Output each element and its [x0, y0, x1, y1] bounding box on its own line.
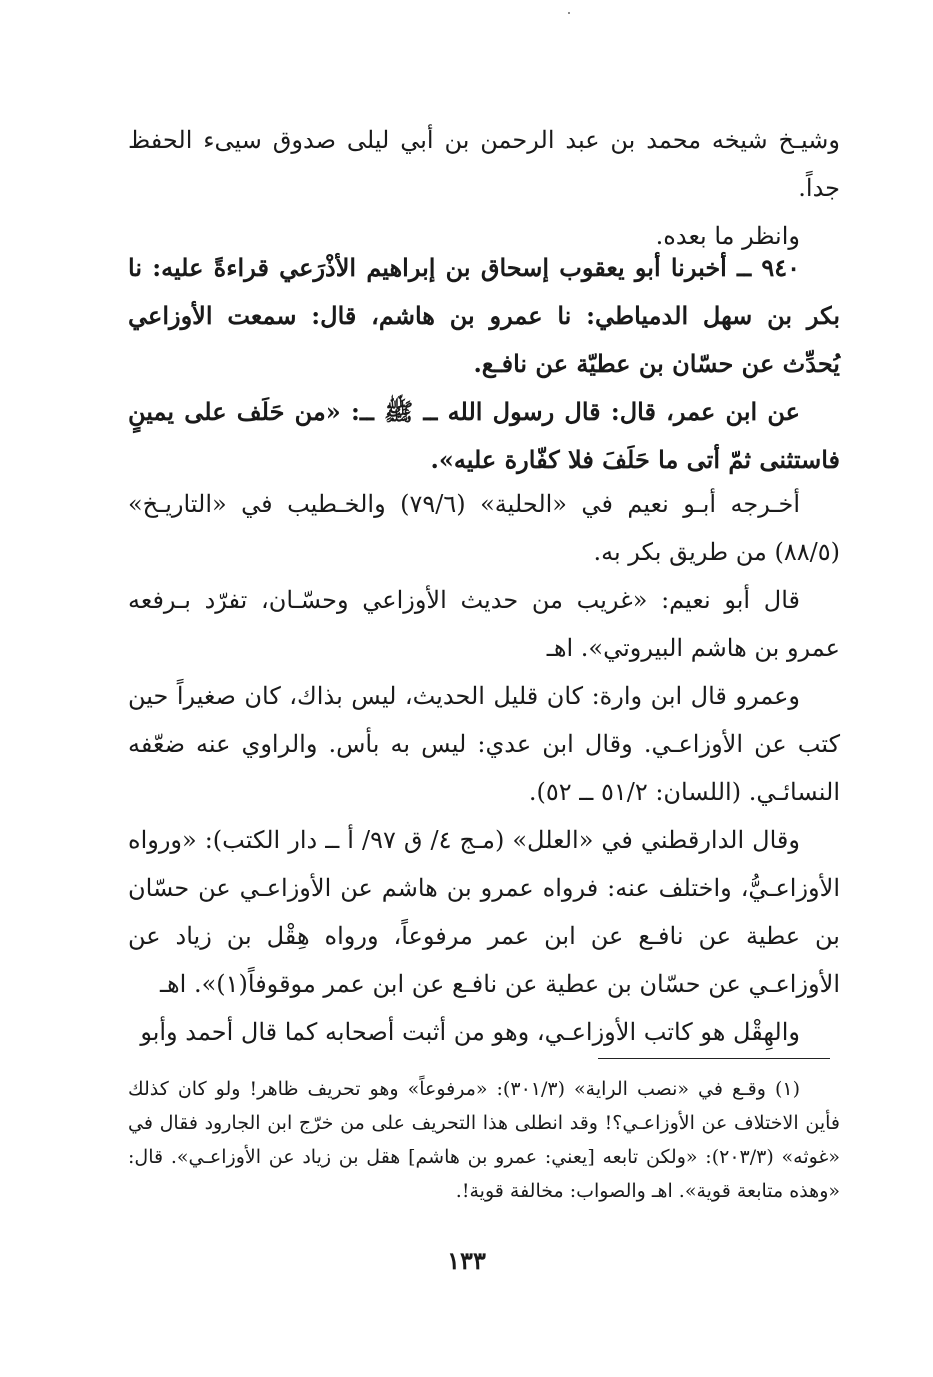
page-number: ١٣٣: [447, 1246, 486, 1275]
commentary: [128, 480, 840, 1056]
main-text: [128, 116, 840, 260]
paragraph-see-next: وانظر ما بعده.: [655, 222, 800, 250]
paragraph-matn: عن ابن عمر، قال: قال رسول الله ــ ﷺ ــ: «من حَلَف على يمينٍ فاستثنى ثمّ أتى ما حَلَفَ فلا كفّارة عليه».: [128, 397, 840, 474]
paragraph-hiql: والهِقْل هو كاتب الأوزاعـي، وهو من أثبت أصحابه كما قال أحمد وأبو: [140, 1018, 800, 1046]
footnote-separator: [598, 1058, 830, 1059]
hadith-940-matn: [128, 388, 840, 484]
footnote-1: (١) وقـع في «نصب الراية» (٣٠١/٣): «مرفوعاً» وهو تحريف ظاهر! ولو كان كذلك فأين الاختلاف عن الأوزاعـي؟! وقد انطلى هذا التحريف على من خرّج ابن الجارود فقال في «غوثه» (٢٠٣/٣): «ولكن تابعه [يعني: عمرو بن هاشم] هقل بن زياد عن الأوزاعـي». قال: «وهذه متابعة قوية». اهـ والصواب: مخالفة قوية!.: [128, 1078, 840, 1202]
footnotes: [128, 1072, 840, 1208]
hadith-940-isnad: [128, 244, 840, 388]
paragraph-amr: وعمرو قال ابن وارة: كان قليل الحديث، ليس بذاك، كان صغيراً حين كتب عن الأوزاعـي. وقال ابن عدي: ليس به بأس. والراوي عنه ضعّفه النسائـي. (اللسان: ٥١/٢ ــ ٥٢).: [128, 682, 840, 806]
scan-dot: [568, 12, 570, 14]
paragraph-abu-nuaym: قال أبو نعيم: «غريب من حديث الأوزاعي وحسّـان، تفرّد بـرفعه عمرو بن هاشم البيروتي». اهـ: [128, 586, 840, 662]
paragraph-isnad: ٩٤٠ ــ أخبرنا أبو يعقوب إسحاق بن إبراهيم الأذْرَعي قراءةً عليه: نا بكر بن سهل الدمياطي: نا عمرو بن هاشم، قال: سمعت الأوزاعي يُحدِّث عن حسّان بن عطيّة عن نافـع.: [128, 253, 840, 378]
paragraph-continuation: وشيـخ شيخه محمد بن عبد الرحمن بن أبي ليلى صدوق سيىء الحفظ جداً.: [128, 126, 840, 202]
paragraph-daraqutni: وقال الدارقطني في «العلل» (مـج ٤/ ق ٩٧/ أ ــ دار الكتب): «ورواه الأوزاعـيُّ، واختلف عنه: فرواه عمرو بن هاشم عن الأوزاعـي عن حسّان بن عطية عن نافـع عن ابن عمر مرفوعاً، ورواه هِقْل بن زياد عن الأوزاعـي عن حسّان بن عطية عن نافـع عن ابن عمر موقوفاً(١)». اهـ: [128, 826, 840, 998]
paragraph-takhrij: أخـرجه أبـو نعيم في «الحلية» (٧٩/٦) والخـطيب في «التاريـخ» (٨٨/٥) من طريق بكر به.: [128, 490, 840, 566]
